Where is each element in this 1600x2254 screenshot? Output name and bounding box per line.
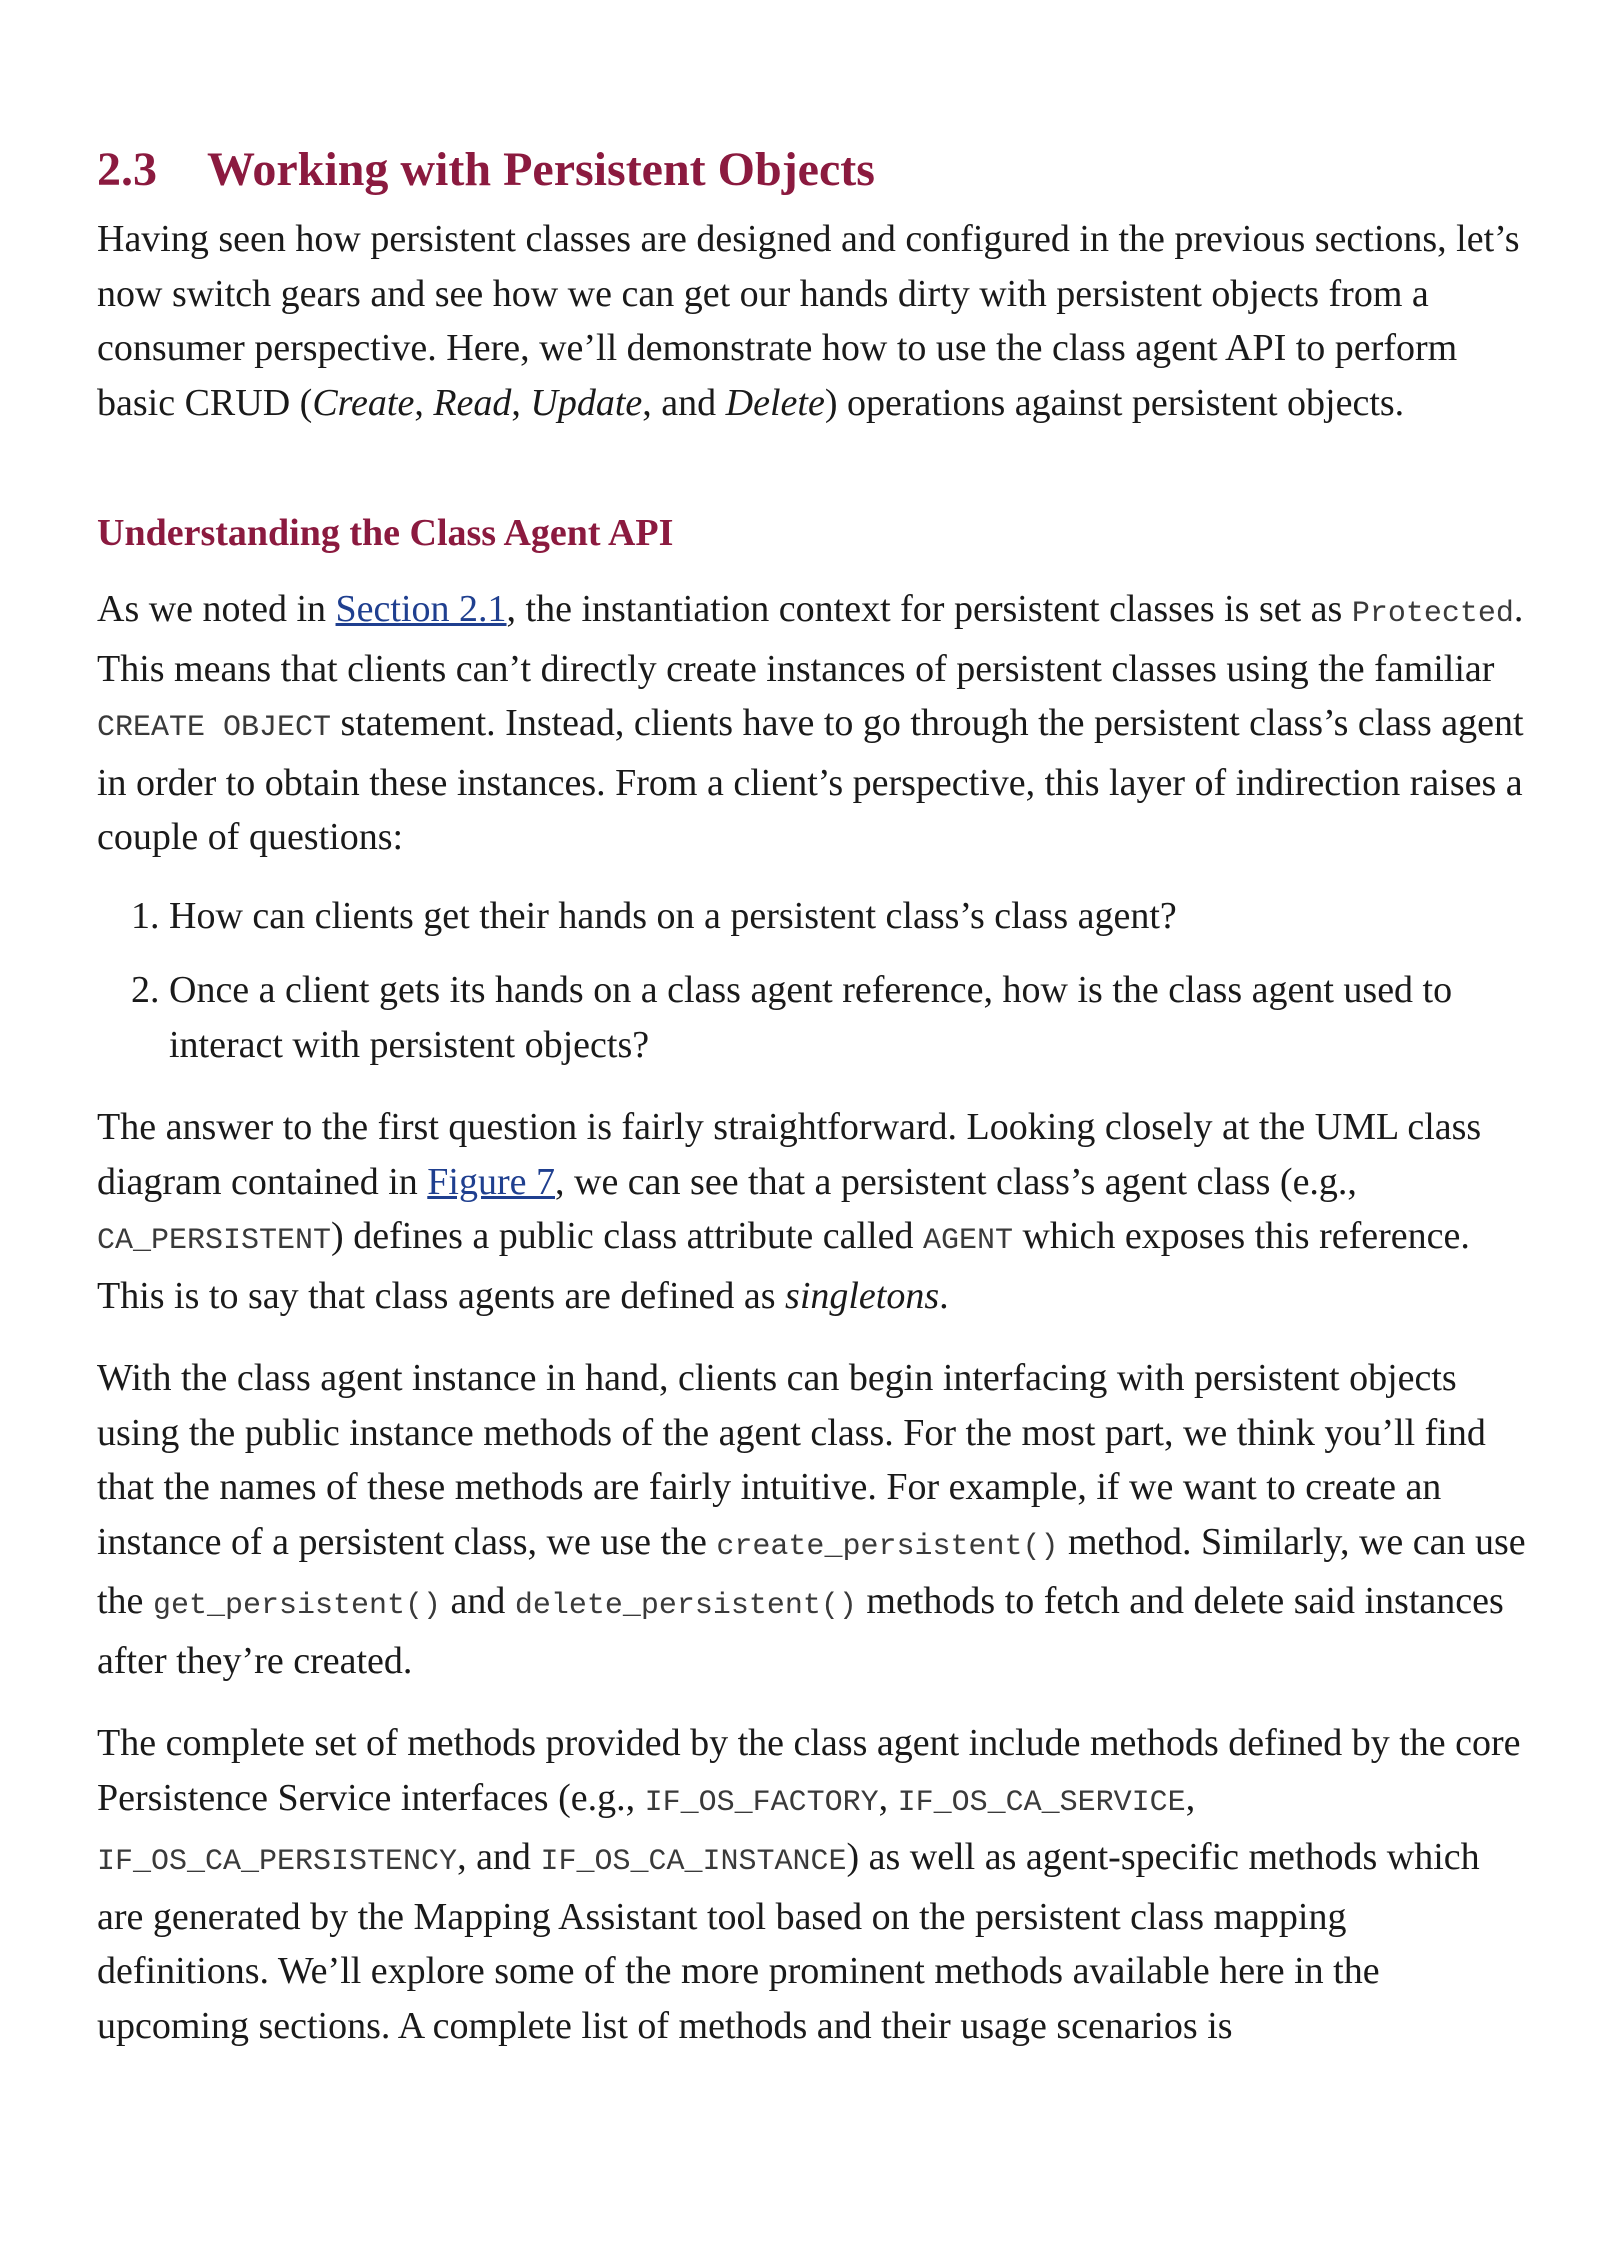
code-protected: Protected: [1351, 597, 1514, 631]
paragraph-text: method. Similarly, we can use the: [97, 1520, 1526, 1622]
paragraph-text: The answer to the first question is fairly straightforward. Looking closely at the UML class diagram contained in: [97, 1106, 1482, 1203]
list-item: 1. How can clients get their hands on a persistent class’s class agent?: [169, 889, 1527, 944]
paragraph-text: ,: [1185, 1776, 1196, 1819]
paragraph-text: ,: [878, 1776, 898, 1819]
code-if-os-ca-persistency: IF_OS_CA_PERSISTENCY: [97, 1845, 458, 1879]
paragraph-text: and: [440, 1580, 515, 1622]
section-title: Working with Persistent Objects: [207, 143, 875, 196]
crud-read: Read: [433, 381, 512, 424]
paragraph-text: ) as well as agent-specific methods which are generated by the Mapping Assistant tool based on the persistent class mapping definitions. We’ll explore some of the more prominent methods available here in the upcoming sections. A complete list of methods and their usage scenarios is: [97, 1836, 1480, 2047]
code-agent: AGENT: [922, 1224, 1013, 1258]
paragraph-text: . This means that clients can’t directly create instances of persistent classes using the familiar: [97, 588, 1524, 690]
questions-list: [97, 889, 1527, 1073]
paragraph-text: With the class agent instance in hand, clients can begin interfacing with persistent objects using the public instance methods of the agent class. For the most part, we think you’ll find that the names of these methods are fairly intuitive. For example, if we want to create an instance of a persistent class, we use the: [97, 1357, 1486, 1563]
paragraph-complete-set: [97, 1716, 1527, 2053]
paragraph-instantiation: [97, 582, 1527, 865]
intro-sep: ,: [511, 381, 531, 424]
paragraph-text: As we noted in: [97, 588, 336, 630]
intro-paragraph: [97, 212, 1527, 430]
crud-update: Update: [530, 381, 643, 424]
paragraph-text: , we can see that a persistent class’s agent class (e.g.,: [555, 1160, 1357, 1203]
code-create-persistent: create_persistent(): [716, 1529, 1059, 1564]
emphasis-singletons: singletons: [785, 1274, 940, 1317]
code-if-os-factory: IF_OS_FACTORY: [644, 1785, 879, 1820]
code-if-os-ca-service: IF_OS_CA_SERVICE: [897, 1785, 1186, 1820]
paragraph-text: statement. Instead, clients have to go through the persistent class’s class agent in order to obtain these instances. From a client’s perspective, this layer of indirection raises a couple of questions:: [97, 702, 1524, 858]
paragraph-methods: [97, 1351, 1527, 1688]
section-number: 2.3: [97, 143, 157, 196]
paragraph-text: The complete set of methods provided by the class agent include methods defined by the core Persistence Service interfaces (e.g.,: [97, 1722, 1521, 1819]
paragraph-text: .: [939, 1274, 949, 1317]
subsection-heading: Understanding the Class Agent API: [97, 512, 674, 554]
code-create-object: CREATE OBJECT: [97, 711, 332, 745]
paragraph-text: which exposes this reference. This is to say that class agents are defined as: [97, 1215, 1470, 1317]
code-get-persistent: get_persistent(): [152, 1589, 441, 1623]
intro-text: Having seen how persistent classes are designed and configured in the previous sections, let’s now switch gears and see how we can get our hands dirty with persistent objects from a consumer perspective. Here, we’ll demonstrate how to use the class agent API to perform basic CRUD (: [97, 218, 1520, 424]
paragraph-text: , the instantiation context for persistent classes is set as: [506, 588, 1352, 630]
code-delete-persistent: delete_persistent(): [514, 1589, 857, 1623]
section-link[interactable]: Section 2.1: [335, 588, 507, 630]
intro-sep: ,: [414, 381, 434, 424]
document-page: [97, 130, 1527, 2081]
figure-link[interactable]: Figure 7: [427, 1160, 555, 1203]
paragraph-text: ) defines a public class attribute called: [331, 1215, 923, 1257]
crud-create: Create: [312, 381, 415, 424]
intro-sep: , and: [642, 381, 726, 424]
crud-delete: Delete: [725, 381, 825, 424]
intro-text: ) operations against persistent objects.: [824, 381, 1405, 424]
section-heading: [97, 130, 1527, 210]
code-ca-persistent: CA_PERSISTENT: [97, 1224, 332, 1258]
paragraph-text: methods to fetch and delete said instances after they’re created.: [97, 1580, 1504, 1682]
list-item: 2. Once a client gets its hands on a class agent reference, how is the class agent used to interact with persistent objects?: [169, 963, 1527, 1072]
paragraph-text: , and: [457, 1836, 541, 1878]
code-if-os-ca-instance: IF_OS_CA_INSTANCE: [540, 1845, 847, 1879]
paragraph-answer: [97, 1100, 1527, 1323]
